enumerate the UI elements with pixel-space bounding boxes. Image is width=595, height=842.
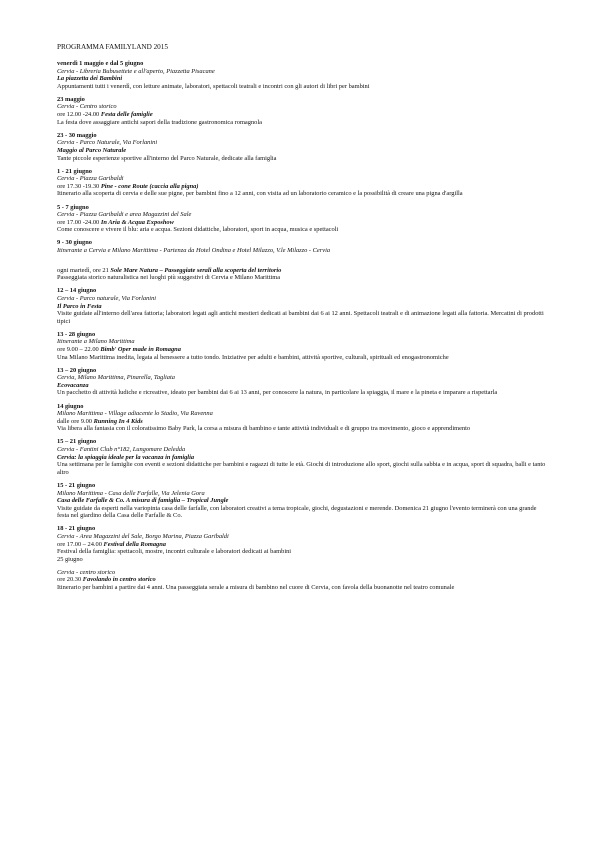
event-time-line [57,576,547,584]
event-time: ore 17.00 -24.00 [57,218,101,226]
event-time: ore 17.30 -19.30 [57,182,101,190]
event-title: Favolando in centro storico [82,576,156,584]
event-block [57,525,547,563]
event-time-line [57,183,547,191]
event-block [57,132,547,162]
event-description: Visite guidate all'interno dell'area fattoria; laboratori legati agli antichi mestieri dedicati ai bambini dai 6 ai 12 anni. Spettacoli teatrali e di animazione legati alla fattoria. Mercatini di prodotti tipici [57,310,544,325]
event-date: 13 – 20 giugno [57,366,97,374]
event-name: Il Parco in Festa [57,302,102,310]
event-location: Cervia - Parco naturale, Via Forlanini [57,294,157,302]
document-page [57,43,547,597]
event-description: Itinerario alla scoperta di cervia e delle sue pigne, per bambini fino a 12 anni, con visita ad un laboratorio ceramico e la possibilità di creare una pigna d'argilla [57,190,463,198]
event-title: Pine - cone Route (caccia alla pigna) [100,182,199,190]
event-date: 1 - 21 giugno [57,167,92,175]
event-block [57,60,547,90]
event-block [57,168,547,198]
event-block [57,438,547,476]
event-location: Cervia - Libreria Bubusettete e all'aperto, Piazzetta Pisacane [57,67,215,75]
event-description: Una settimana per le famiglie con eventi e sezioni didattiche per bambini e ragazzi di tutte le età. Giochi di introduzione allo sport, giochi sulla sabbia e in acqua, sport di squadra, balli e tanto altro [57,461,546,476]
event-date: 14 giugno [57,402,84,410]
event-block [57,569,547,592]
event-time: ore 9.00 – 22.00 [57,346,101,353]
event-date: 15 – 21 giugno [57,438,97,446]
event-location: Milano Marittima - Casa delle Farfalle, Via Jelenia Gora [57,489,205,497]
event-block [57,287,547,325]
event-description: Festival della famiglia: spettacoli, mostre, incontri culturale e laboratori dedicati ai bambini [57,548,292,556]
event-time-line [57,418,547,426]
event-location: Cervia - centro storico [57,568,116,576]
event-name: Cervia: la spiaggia ideale per la vacanza in famiglia [57,453,195,461]
event-location: Itinerante a Cervia e Milano Marittima - Partenza da Hotel Ondina e Hotel Milazzo, V.le Milazzo - Cervia [57,246,331,254]
event-date: 13 - 28 giugno [57,330,96,338]
events-list [57,60,547,592]
event-date: 23 - 30 maggio [57,131,97,139]
event-location: Milano Marittima - Village adiacente lo Stadio, Via Ravenna [57,410,213,418]
event-block [57,403,547,433]
event-time: ore 17.00 – 24.00 [57,540,104,548]
event-title: Festival della Romagna [103,540,167,548]
event-date: 23 maggio [57,95,85,103]
event-description: Itinerario per bambini a partire dai 4 anni. Una passeggiata serale a misura di bambino nel cuore di Cervia, con favola della buonanotte nel teatro comunale [57,584,455,592]
document-title: PROGRAMMA FAMILYLAND 2015 [57,43,168,51]
event-name: Maggio al Parco Naturale [57,146,127,154]
event-description: Via libera alla fantasia con il coloratissimo Baby Park, la corsa a misura di bambino e tante attività individuali e di gruppo tra movimento, gioco e apprendimento [57,425,471,433]
event-location: Cervia - Area Magazzini del Sale, Borgo Marina, Piazza Garibaldi [57,532,229,540]
event-date: 15 - 21 giugno [57,481,96,489]
event-date: 12 – 14 giugno [57,287,97,295]
event-location: Cervia, Milano Marittima, Pinarella, Tagliata [57,374,175,382]
event-title: Bimb' Oper made in Romagna [100,346,181,353]
event-block [57,331,547,361]
event-time: ore 20.30 [57,576,83,584]
event-location: Cervia - Centro storico [57,103,117,111]
event-date: 18 - 21 giugno [57,525,96,533]
event-time-line [57,541,547,549]
event-time: ogni martedì, ore 21 [57,266,111,274]
event-date: 5 - 7 giugno [57,203,89,211]
event-description: Appuntamenti tutti i venerdì, con letture animate, laboratori, spettacoli teatrali e incontri con gli autori di libri per bambini [57,82,370,90]
event-description: Visite guidate da esperti nella variopinta casa delle farfalle, con laboratori creativi a tema tropicale, giochi, degustazioni e merende. Domenica 21 giugno l'evento terminerà con una grande festa nel giardino della Casa delle Farfalle & Co. [57,504,537,520]
event-description: Un pacchetto di attività ludiche e ricreative, ideato per bambini dai 6 ai 13 anni, per conoscere la natura, in particolare la spiaggia, il mare e la pineta e imparare a rispettarla [57,389,498,397]
event-time: ore 12.00 -24.00 [57,111,101,119]
event-title: Running In 4 Kids [93,417,143,425]
event-time-line [57,219,547,227]
event-date: 9 - 30 giugno [57,239,92,247]
event-description: Una Milano Marittima inedita, legata al benessere a tutto tondo. Iniziative per adulti e bambini, attività sportive, culturali, spirituali ed enogastronomiche [57,353,449,361]
event-description: Passeggiata storico naturalistica nei luoghi più suggestivi di Cervia e Milano Marittima [57,274,281,282]
event-block [57,267,547,282]
event-title: In Aria & Acqua Exposhow [100,218,174,226]
event-location: Cervia - Piazza Garibaldi e area Magazzini del Sale [57,211,192,219]
event-time-line [57,267,547,275]
event-block [57,96,547,126]
event-block [57,482,547,520]
event-block [57,204,547,234]
event-date: venerdì 1 maggio e dal 5 giugno [57,60,144,67]
event-block [57,239,547,262]
event-name: Ecovacanza [57,381,89,389]
event-location: Cervia - Piazza Garibaldi [57,175,124,183]
event-extra: 25 giugno [57,555,83,563]
event-name: Casa delle Farfalle & Co. A misura di famiglia – Tropical Jungle [57,497,229,505]
event-description: Tante piccole esperienze sportive all'interno del Parco Naturale, dedicate alla famiglia [57,154,277,162]
event-title: Festa delle famiglie [100,111,153,119]
event-block [57,367,547,397]
event-name: La piazzetta dei Bambini [57,75,123,83]
event-title: Sole Mare Natura – Passeggiate serali alla scoperta del territorio [110,266,282,274]
spacer [57,255,547,263]
event-time: dalle ore 9.00 [57,417,94,425]
event-time-line [57,111,547,119]
event-location: Cervia - Parco Naturale, Via Forlanini [57,139,158,147]
event-time-line [57,346,547,354]
event-location: Itinerante a Milano Marittima [57,338,135,346]
event-location: Cervia - Fantini Club n°182, Lungomare Deledda [57,446,186,454]
event-description: Come conoscere e vivere il blu: aria e acqua. Sezioni didattiche, laboratori, sport in acqua, musica e spettacoli [57,226,339,234]
event-description: La festa dove assaggiare antichi sapori della tradizione gastronomica romagnola [57,118,262,126]
